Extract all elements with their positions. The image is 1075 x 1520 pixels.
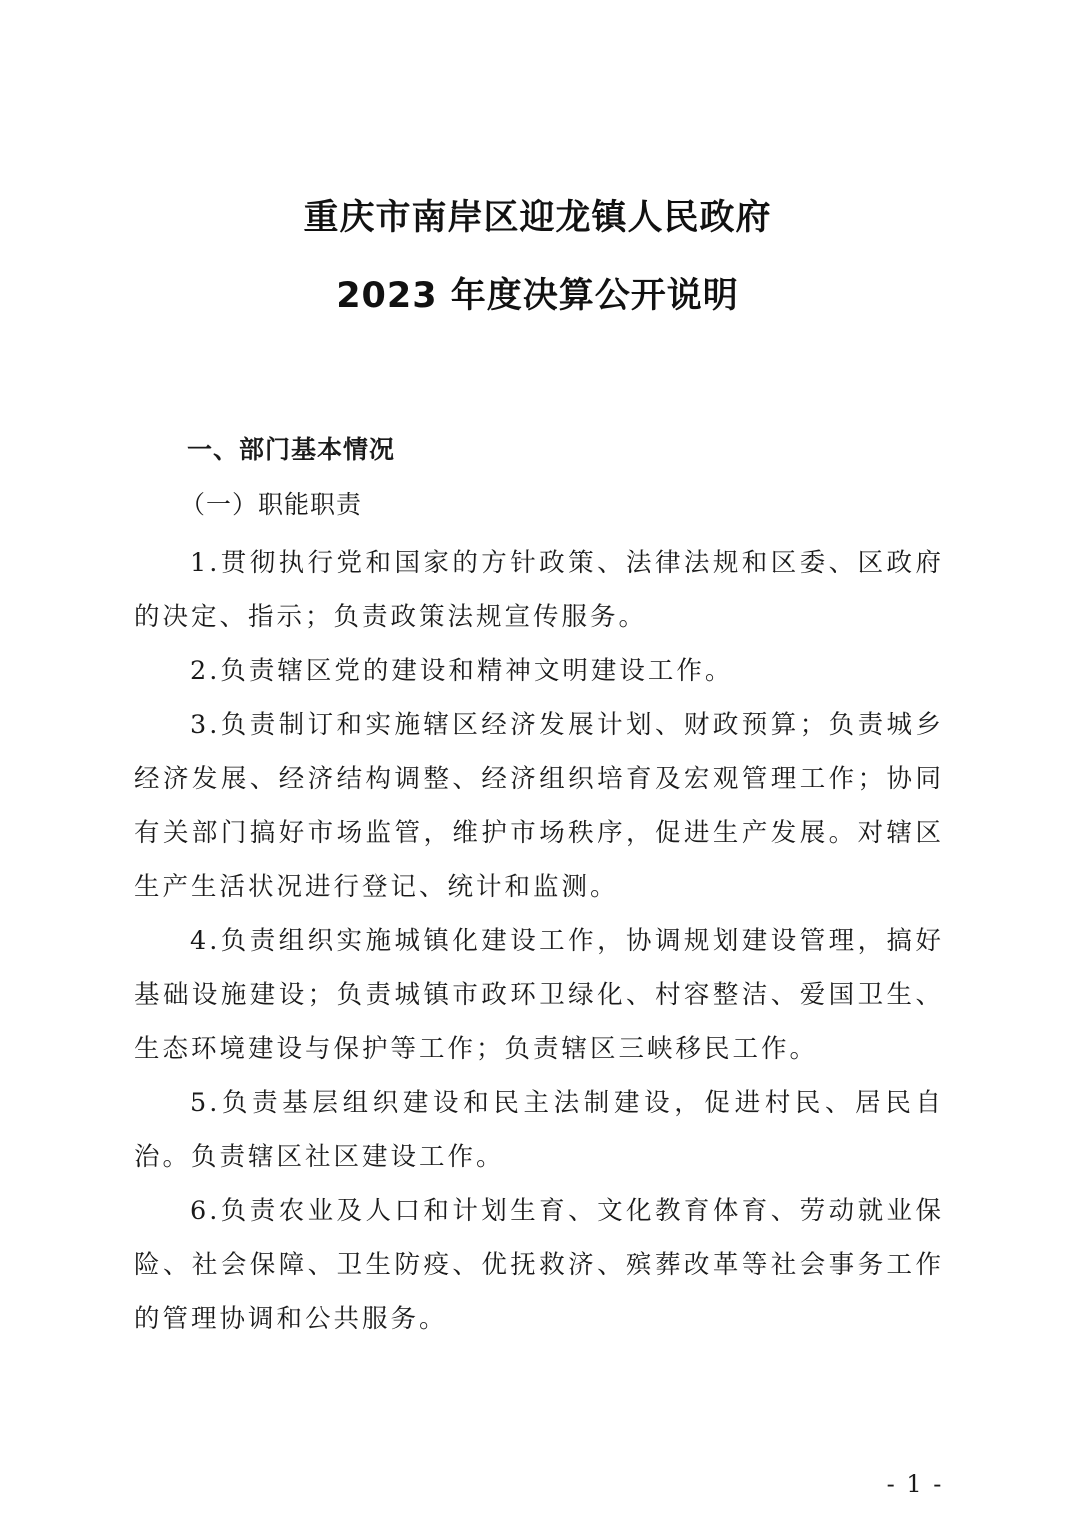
paragraph-item-3: 3.负责制订和实施辖区经济发展计划、财政预算；负责城乡经济发展、经济结构调整、经济组织培育及宏观管理工作；协同有关部门搞好市场监管，维护市场秩序，促进生产发展。对辖区生产生活状况进行登记、统计和监测。 xyxy=(134,710,944,902)
paragraph-item-2: 2.负责辖区党的建设和精神文明建设工作。 xyxy=(190,656,734,686)
paragraph-item-4: 4.负责组织实施城镇化建设工作，协调规划建设管理，搞好基础设施建设；负责城镇市政环卫绿化、村容整洁、爱国卫生、生态环境建设与保护等工作；负责辖区三峡移民工作。 xyxy=(134,926,944,1064)
document-title-line2: 2023 年度决算公开说明 xyxy=(336,276,739,316)
document-title-line1: 重庆市南岸区迎龙镇人民政府 xyxy=(303,198,772,238)
subsection-heading-functions: （一）职能职责 xyxy=(180,490,363,519)
page-number: - 1 - xyxy=(886,1470,944,1498)
paragraph-item-5: 5.负责基层组织建设和民主法制建设，促进村民、居民自治。负责辖区社区建设工作。 xyxy=(134,1088,944,1172)
section-heading-basic-info: 一、部门基本情况 xyxy=(187,435,396,464)
paragraph-item-1: 1.贯彻执行党和国家的方针政策、法律法规和区委、区政府的决定、指示；负责政策法规宣传服务。 xyxy=(134,548,944,632)
paragraph-item-6: 6.负责农业及人口和计划生育、文化教育体育、劳动就业保险、社会保障、卫生防疫、优抚救济、殡葬改革等社会事务工作的管理协调和公共服务。 xyxy=(134,1196,944,1334)
functions-body xyxy=(134,536,944,1346)
